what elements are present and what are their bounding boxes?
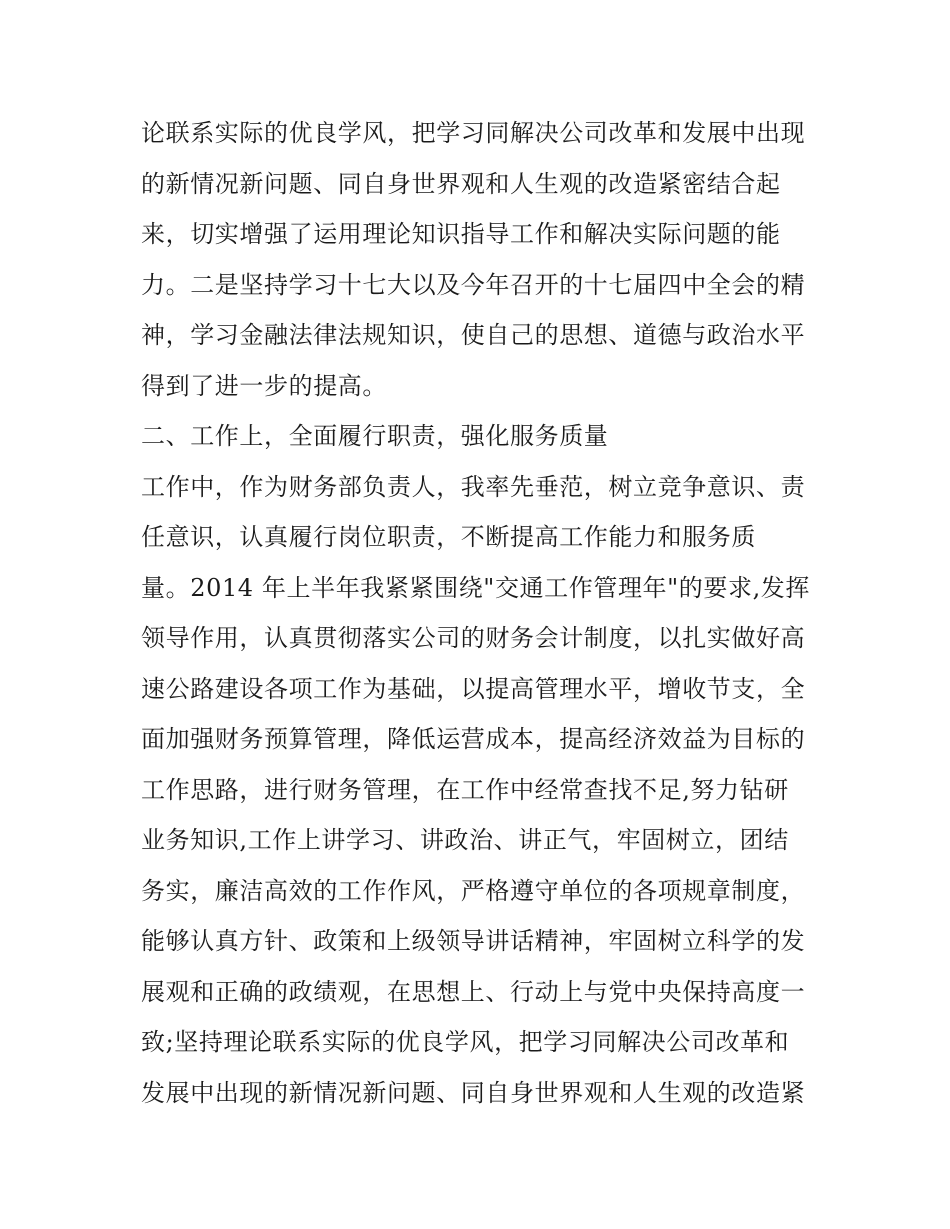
section-heading: 二、工作上，全面履行职责，强化服务质量: [141, 422, 609, 450]
text-line: 展观和正确的政绩观，在思想上、行动上与党中央保持高度一: [141, 977, 806, 1006]
text-line: 致;坚持理论联系实际的优良学风，把学习同解决公司改革和: [141, 1028, 790, 1056]
text-line: 的新情况新问题、同自身世界观和人生观的改造紧密结合起: [141, 169, 781, 198]
text-line: 论联系实际的优良学风，把学习同解决公司改革和发展中出现: [141, 119, 806, 147]
text-line: 务实，廉洁高效的工作作风，严格遵守单位的各项规章制度，: [141, 876, 806, 905]
body-text: [141, 108, 821, 1118]
text-line: 业务知识,工作上讲学习、讲政治、讲正气，牢固树立，团结: [141, 826, 789, 854]
text-line: 工作中，作为财务部负责人，我率先垂范，树立竞争意识、责: [141, 472, 806, 501]
text-line: 得到了进一步的提高。: [141, 371, 387, 400]
text-line: 速公路建设各项工作为基础，以提高管理水平，增收节支，全: [141, 674, 806, 703]
text-line: 面加强财务预算管理，降低运营成本，提高经济效益为目标的: [141, 725, 806, 753]
text-line: 能够认真方针、政策和上级领导讲话精神，牢固树立科学的发: [141, 927, 806, 955]
text-line: 工作思路，进行财务管理，在工作中经常查找不足,努力钻研: [141, 775, 789, 804]
text-line: 任意识，认真履行岗位职责，不断提高工作能力和服务质: [141, 523, 756, 551]
text-line: 量。2014 年上半年我紧紧围绕"交通工作管理年"的要求,发挥: [141, 573, 811, 602]
text-line: 发展中出现的新情况新问题、同自身世界观和人生观的改造紧: [141, 1078, 806, 1107]
text-line: 力。二是坚持学习十七大以及今年召开的十七届四中全会的精: [141, 270, 806, 299]
text-line: 领导作用，认真贯彻落实公司的财务会计制度，以扎实做好高: [141, 624, 806, 652]
text-line: 来，切实增强了运用理论知识指导工作和解决实际问题的能: [141, 220, 781, 248]
text-line: 神，学习金融法律法规知识，使自己的思想、道德与政治水平: [141, 321, 806, 349]
